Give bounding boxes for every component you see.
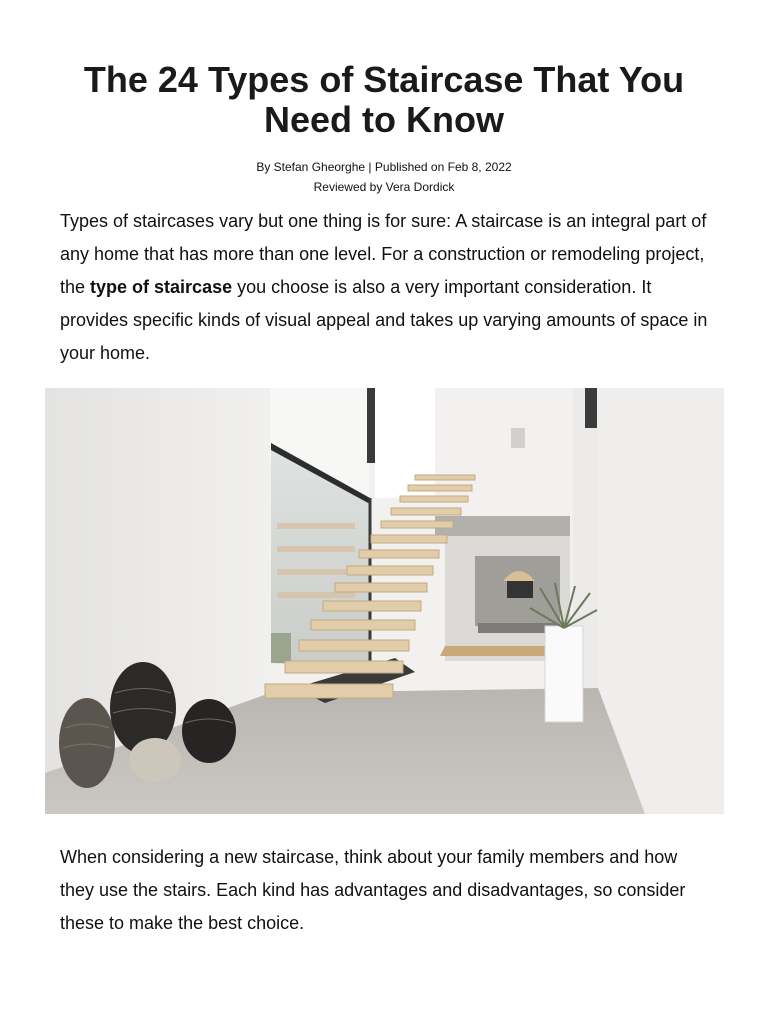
article-title: The 24 Types of Staircase That You Need to Know (83, 59, 685, 140)
byline-separator: | (368, 160, 372, 174)
byline (0, 157, 768, 197)
publish-date: Published on Feb 8, 2022 (374, 160, 512, 174)
intro-paragraph (60, 205, 710, 370)
intro-text-1: Types of staircases vary but one thing is for sure: A staircase is an integral part of any home that has more than one level. For a construction or remodeling project, the (60, 211, 707, 297)
intro-bold-phrase: type of staircase (90, 277, 233, 297)
intro-text-2: you choose is also a very important consideration. It provides specific kinds of visual appeal and takes up varying amounts of space in your home. (60, 277, 708, 363)
byline-author-date (0, 157, 768, 177)
reviewer-link[interactable]: Reviewed by Vera Dordick (313, 180, 455, 194)
hero-image (45, 388, 724, 814)
closing-paragraph: When considering a new staircase, think about your family members and how they use the stairs. Each kind has advantages and disadvantages, so consider these to make the best choice. (60, 847, 686, 933)
author-link[interactable]: By Stefan Gheorghe (256, 160, 366, 174)
